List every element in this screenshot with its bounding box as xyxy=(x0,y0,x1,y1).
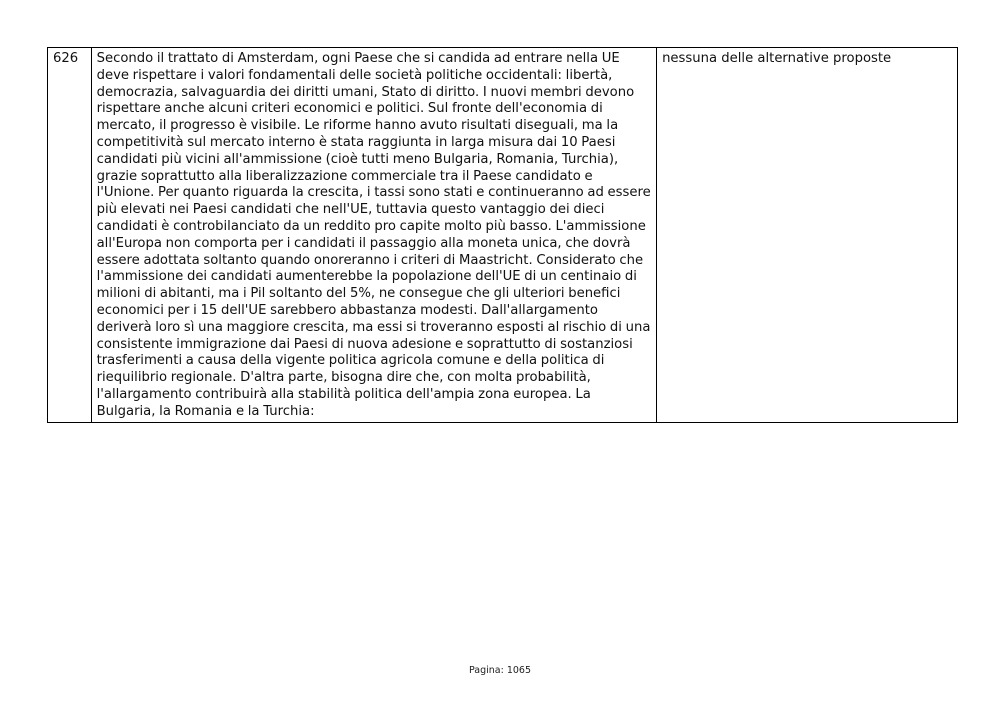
question-text: Secondo il trattato di Amsterdam, ogni Paese che si candida ad entrare nella UE deve rispettare i valori fondamentali delle società politiche occidentali: libertà, democrazia, salvaguardia dei diritti umani, Stato di diritto. I nuovi membri devono rispettare anche alcuni criteri economici e politici. Sul fronte dell'economia di mercato, il progresso è visibile. Le riforme hanno avuto risultati diseguali, ma la competitività sul mercato interno è stata raggiunta in larga misura dai 10 Paesi candidati più vicini all'ammissione (cioè tutti meno Bulgaria, Romania, Turchia), grazie soprattutto alla liberalizzazione commerciale tra il Paese candidato e l'Unione. Per quanto riguarda la crescita, i tassi sono stati e continueranno ad essere più elevati nei Paesi candidati che nell'UE, tuttavia questo vantaggio dei dieci candidati è controbilanciato da un reddito pro capite molto più basso. L'ammissione all'Europa non comporta per i candidati il passaggio alla moneta unica, che dovrà essere adottata soltanto quando onoreranno i criteri di Maastricht. Considerato che l'ammissione dei candidati aumenterebbe la popolazione dell'UE di un centinaio di milioni di abitanti, ma i Pil soltanto del 5%, ne consegue che gli ulteriori benefici economici per i 15 dell'UE sarebbero abbastanza modesti. Dall'allargamento deriverà loro sì una maggiore crescita, ma essi si troveranno esposti al rischio di una consistente immigrazione dai Paesi di nuova adesione e soprattutto di sostanziosi trasferimenti a causa della vigente politica agricola comune e della politica di riequilibrio regionale. D'altra parte, bisogna dire che, con molta probabilità, l'allargamento contribuirà alla stabilità politica dell'ampia zona europea. La Bulgaria, la Romania e la Turchia: xyxy=(91,48,657,423)
question-number: 626 xyxy=(48,48,92,423)
page-number: Pagina: 1065 xyxy=(468,665,532,676)
question-answer: nessuna delle alternative proposte xyxy=(657,48,958,423)
question-table xyxy=(47,47,958,423)
table-row xyxy=(48,48,958,423)
